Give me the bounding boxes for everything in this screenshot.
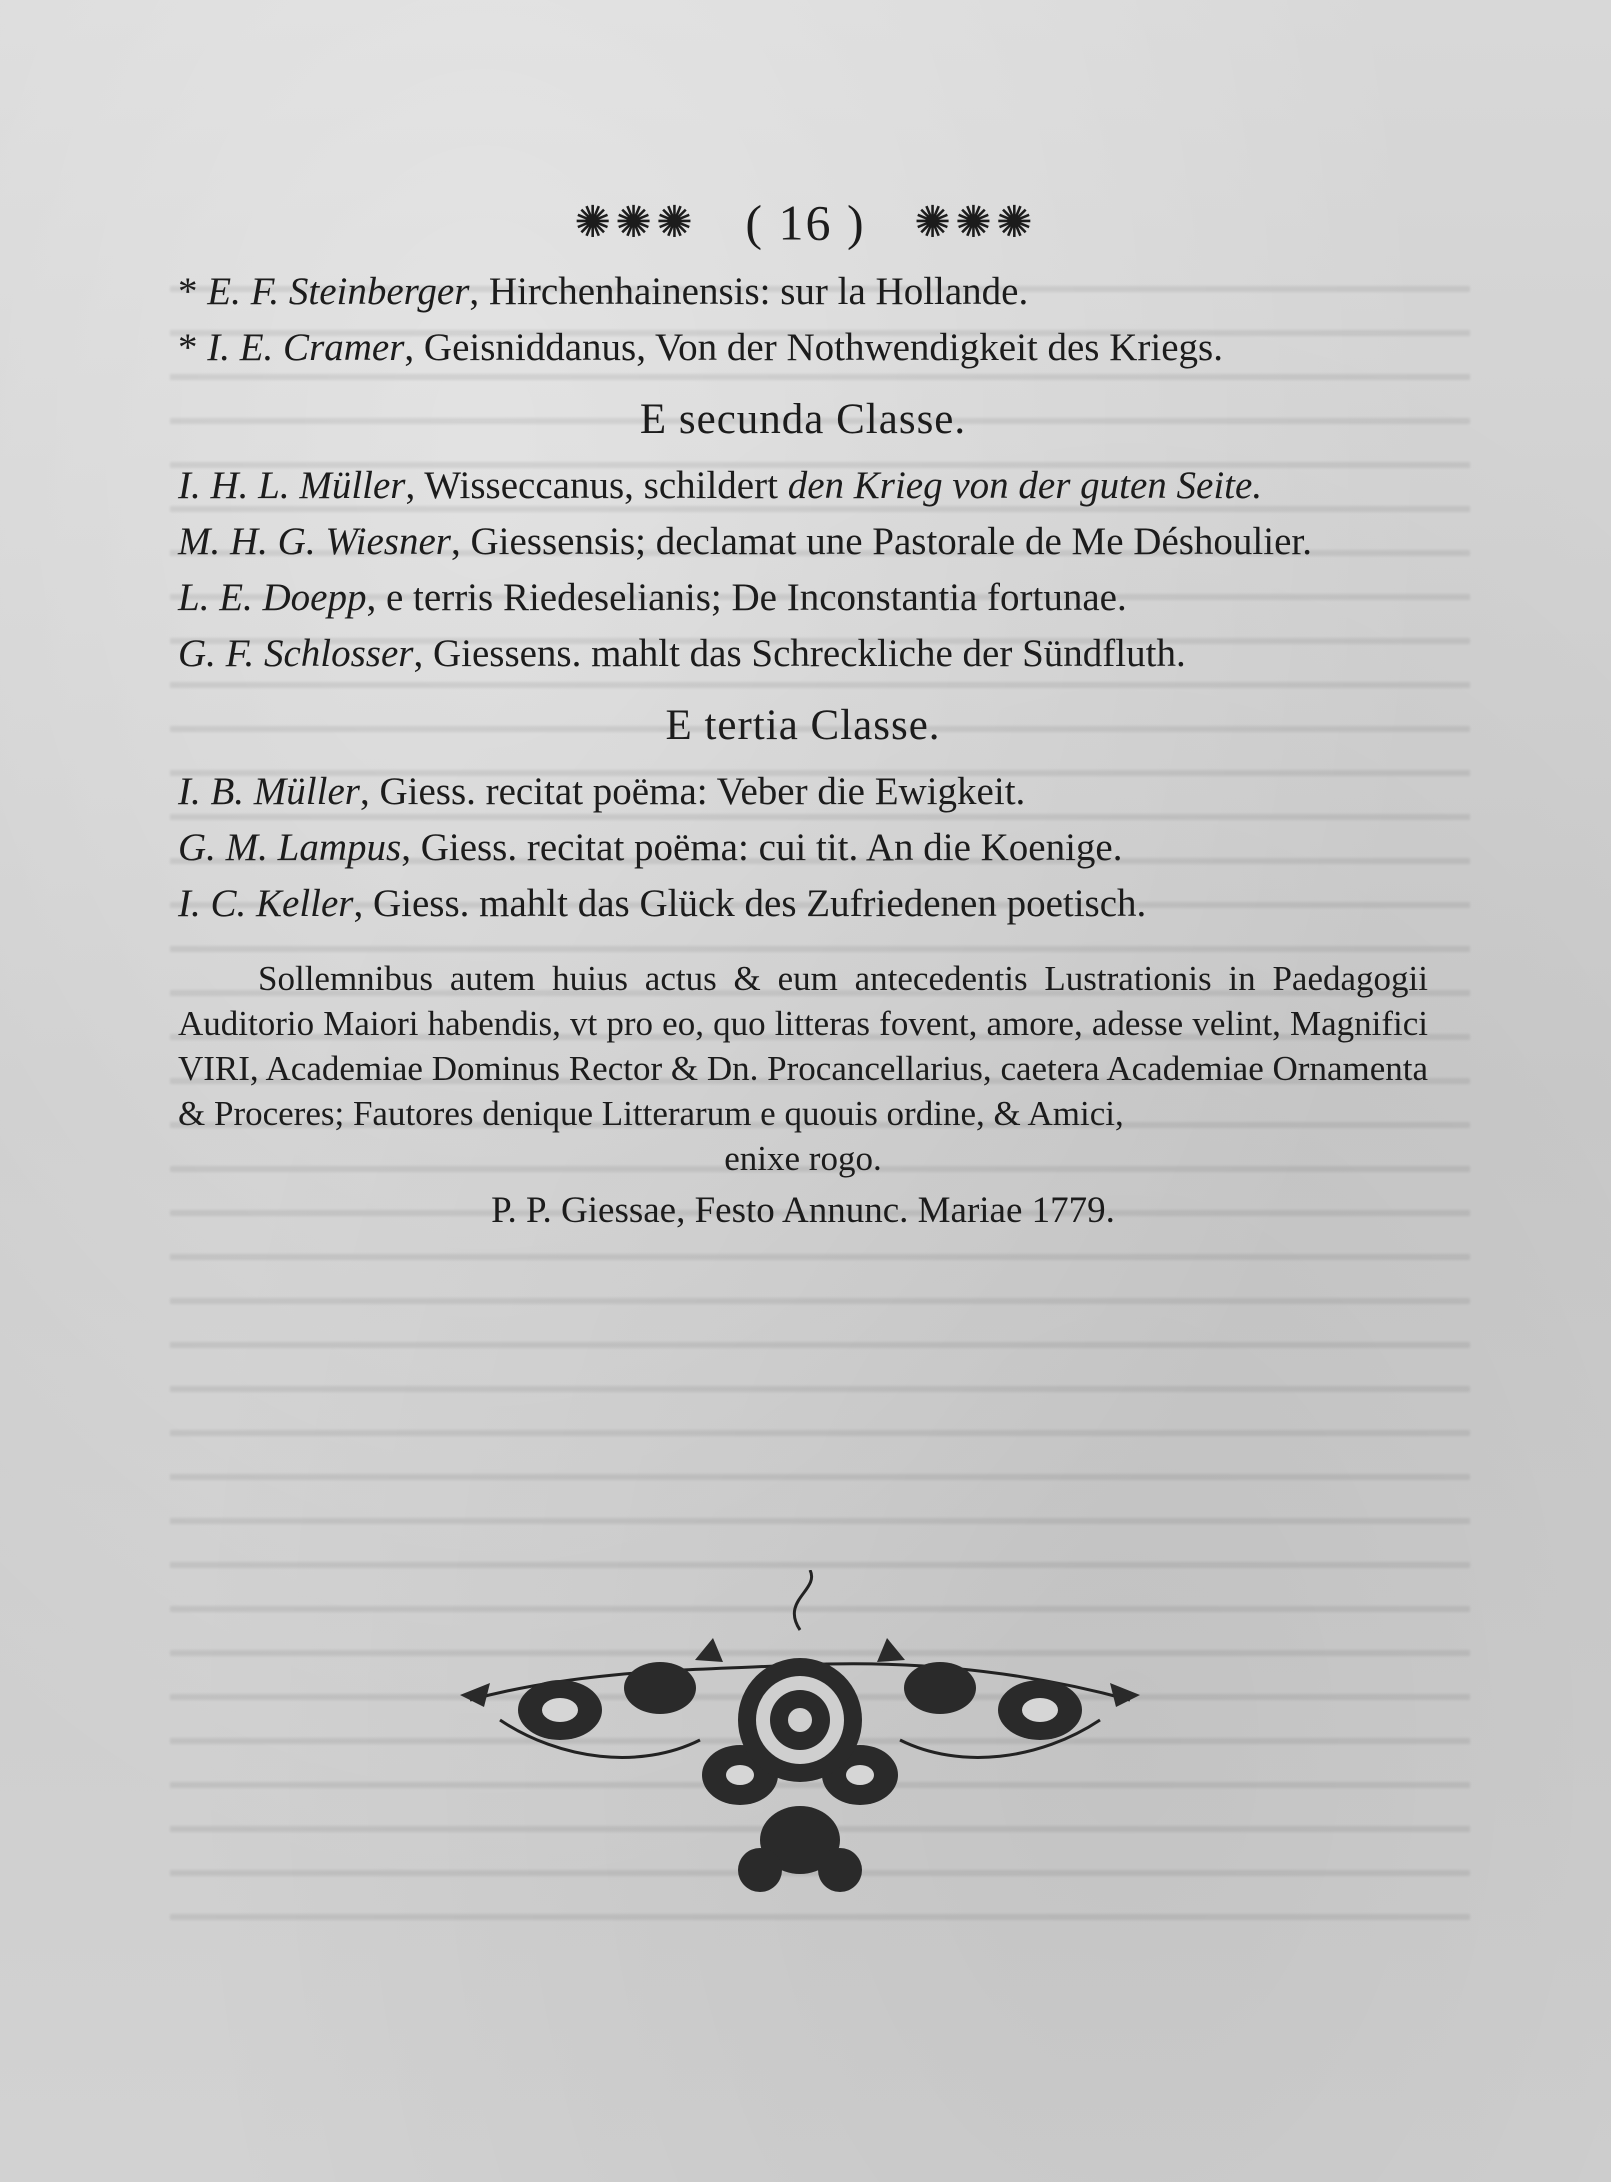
list-item xyxy=(178,268,1428,316)
closing-line: enixe rogo. xyxy=(724,1139,882,1178)
entry-marker: * xyxy=(178,270,208,313)
list-item xyxy=(178,518,1428,566)
list-item xyxy=(178,880,1428,928)
list-item xyxy=(178,768,1428,816)
page-content xyxy=(178,268,1428,1235)
entry-text: , Giess. mahlt das Glück des Zufriedenen poetisch. xyxy=(353,882,1147,925)
entry-text: , e terris Riedeselianis; De Inconstantia fortunae. xyxy=(366,576,1127,619)
floral-vignette-icon xyxy=(440,1570,1160,1900)
entry-text: , Giessensis; declamat une Pastorale de Me Déshoulier. xyxy=(450,520,1312,563)
section-heading-second-class: E secunda Classe. xyxy=(639,396,967,443)
entry-name: G. M. Lampus xyxy=(178,826,402,869)
list-item xyxy=(178,824,1428,872)
ornament-left-icon: ✺✺✺ xyxy=(574,197,697,249)
page-number: ( 16 ) xyxy=(745,194,866,251)
entry-name: G. F. Schlosser xyxy=(178,632,414,675)
place-date-signature: P. P. Giessae, Festo Annunc. Mariae 1779. xyxy=(491,1190,1115,1231)
entry-name: L. E. Doepp xyxy=(178,576,367,619)
list-item xyxy=(178,324,1428,372)
entry-name: I. C. Keller xyxy=(178,882,354,925)
entry-text: , Giess. recitat poëma: Veber die Ewigkeit. xyxy=(359,770,1026,813)
entry-name: E. F. Steinberger xyxy=(207,270,470,313)
list-item xyxy=(178,462,1428,510)
entry-marker: * xyxy=(178,326,208,369)
section-heading-third-class: E tertia Classe. xyxy=(665,702,941,749)
entry-text: , Hirchenhainensis: sur la Hollande. xyxy=(469,270,1029,313)
entry-italic-text: den Krieg von der guten Seite. xyxy=(787,464,1263,507)
entry-text: , Giessens. mahlt das Schreckliche der Sündfluth. xyxy=(413,632,1186,675)
ornament-right-icon: ✺✺✺ xyxy=(914,197,1037,249)
entry-name: I. B. Müller xyxy=(178,770,360,813)
entry-name: I. H. L. Müller xyxy=(178,464,406,507)
invitation-paragraph: Sollemnibus autem huius actus & eum antecedentis Lustrationis in Paedagogii Auditorio Maiori habendis, vt pro eo, quo litteras fovent, amore, adesse velint, Magnifici VIRI, Academiae Dominus Rector & Dn. Procancellarius, caetera Academiae Ornamenta & Proceres; Fautores denique Litterarum e quouis ordine, & Amici, xyxy=(178,959,1428,1133)
page-header xyxy=(0,188,1611,252)
entry-name: I. E. Cramer xyxy=(207,326,405,369)
entry-name: M. H. G. Wiesner xyxy=(178,520,451,563)
list-item xyxy=(178,574,1428,622)
entry-text: , Wisseccanus, schildert xyxy=(405,464,788,507)
entry-text: , Geisniddanus, Von der Nothwendigkeit des Kriegs. xyxy=(404,326,1223,369)
entry-text: , Giess. recitat poëma: cui tit. An die Koenige. xyxy=(401,826,1123,869)
list-item xyxy=(178,630,1428,678)
